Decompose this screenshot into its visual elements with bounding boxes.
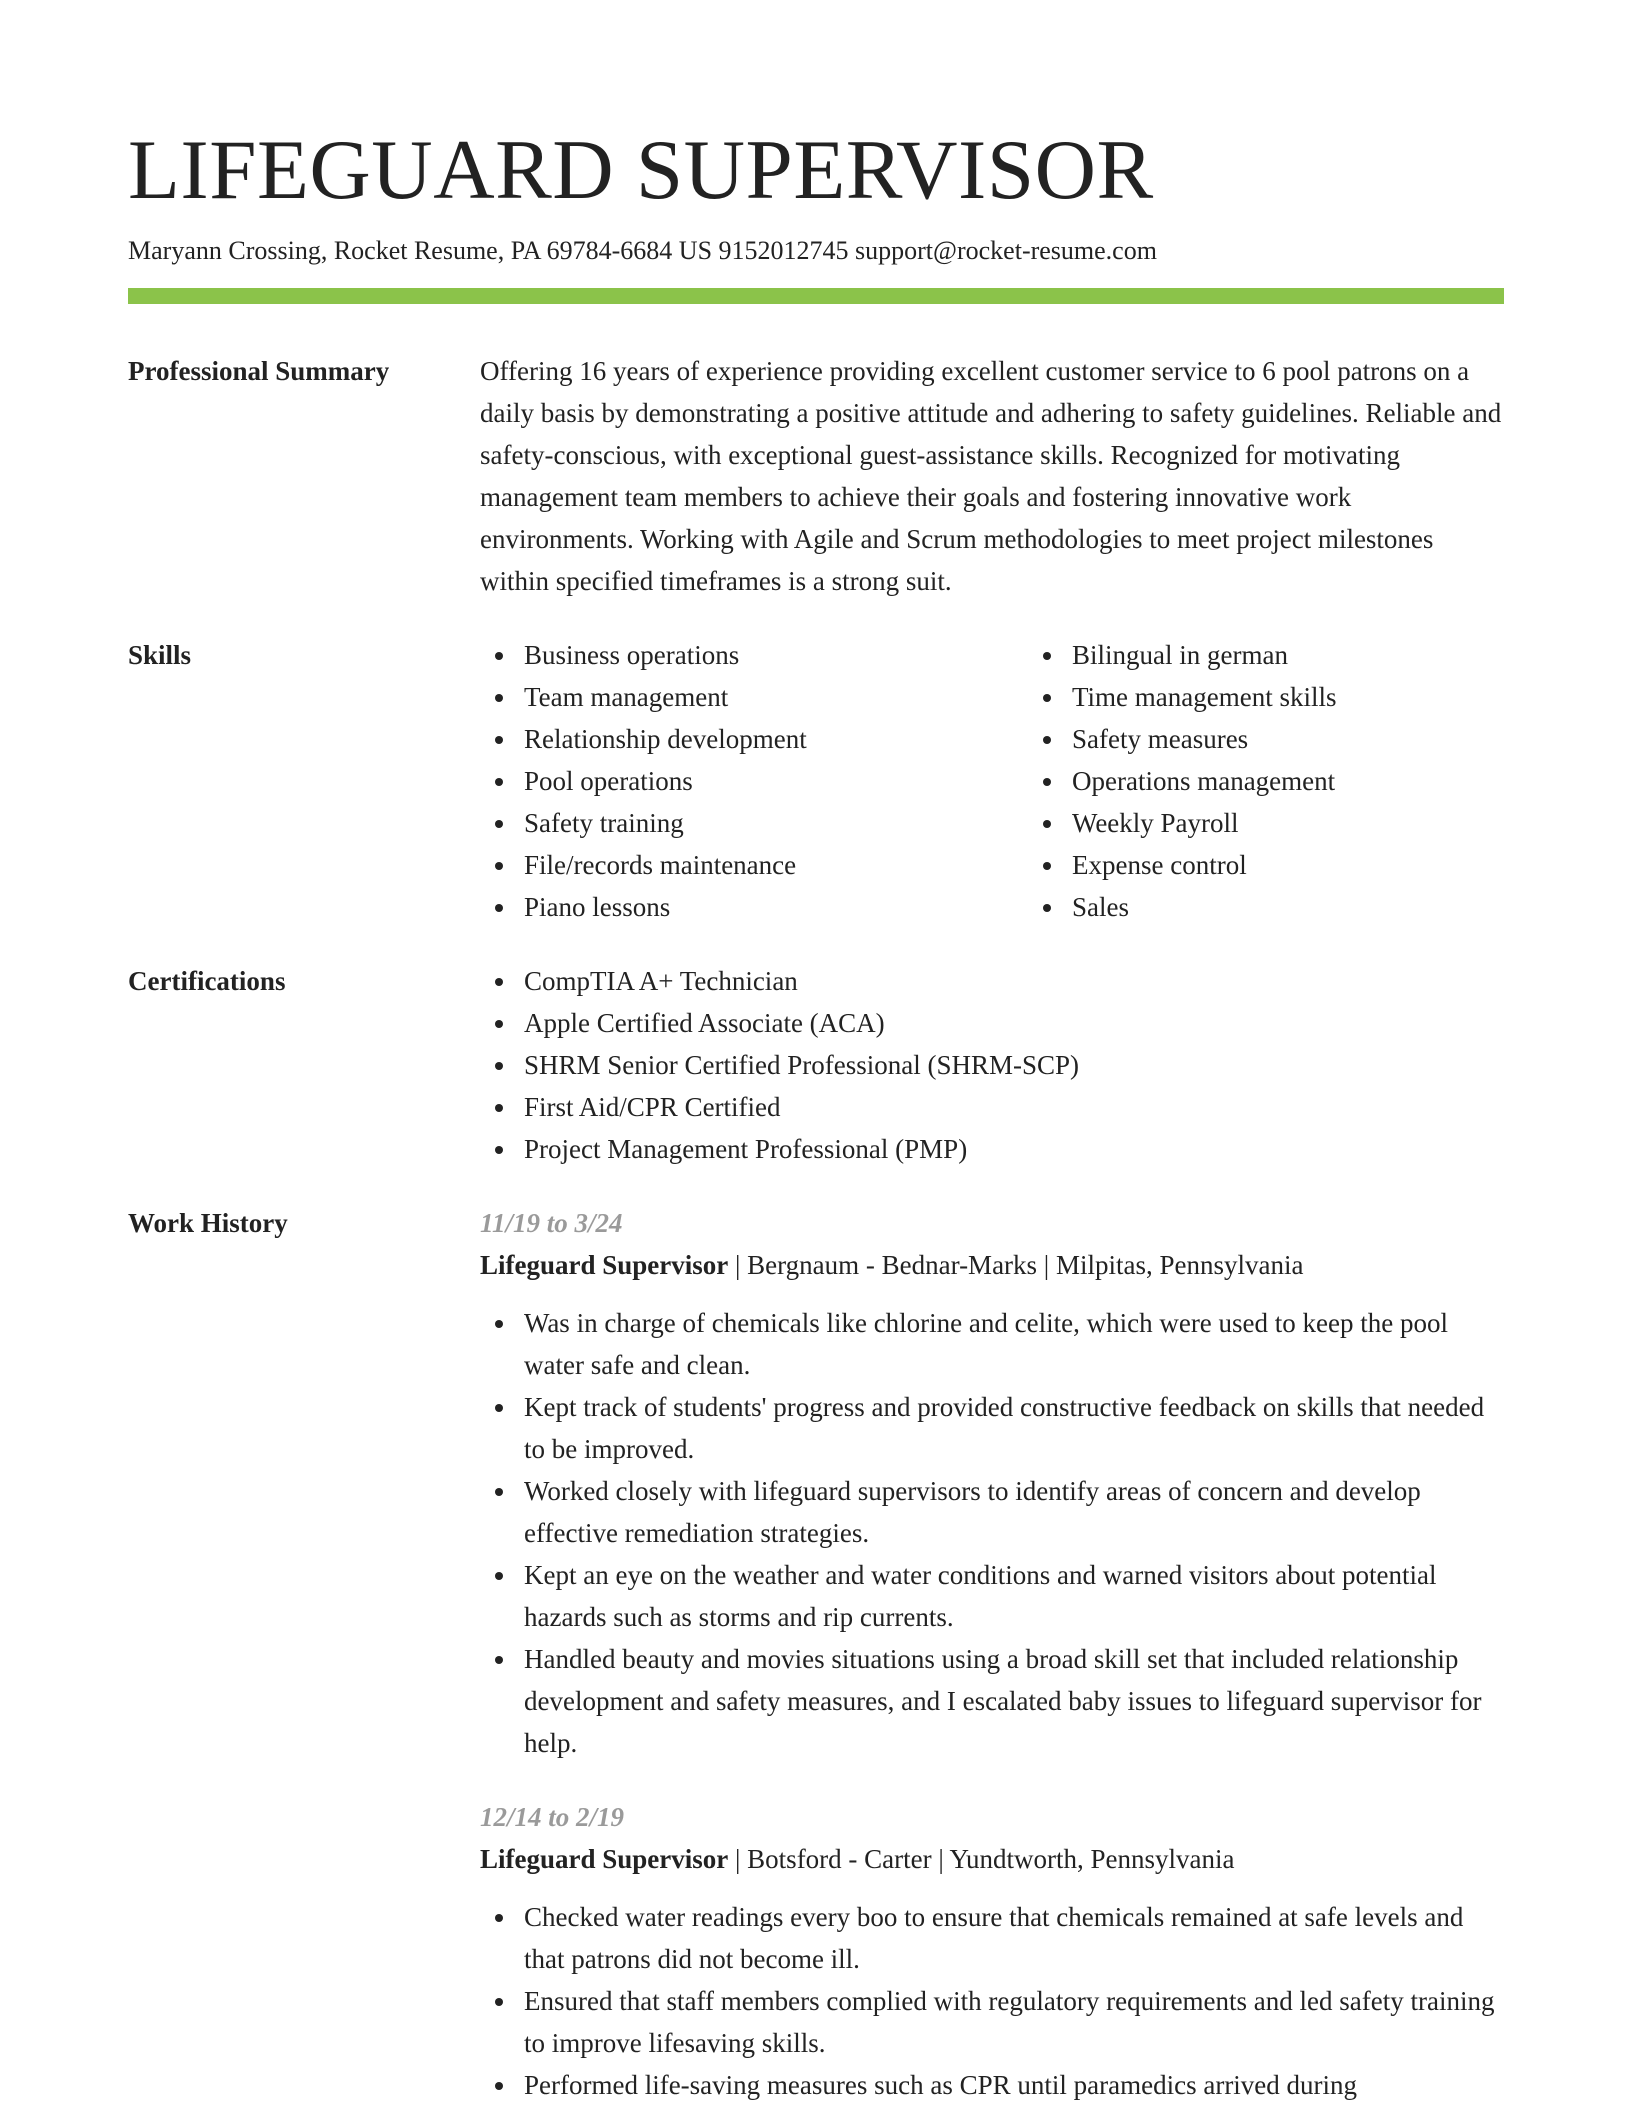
skill-item: Business operations: [524, 634, 1028, 676]
skill-item: Sales: [1072, 886, 1576, 928]
section-label: Professional Summary: [128, 356, 390, 386]
job-bullet: Kept an eye on the weather and water conditions and warned visitors about potential hazards such as storms and rip currents.: [524, 1554, 1504, 1638]
section-label: Skills: [128, 640, 192, 670]
skill-item: Pool operations: [524, 760, 1028, 802]
job-entry: [480, 1202, 1504, 1764]
skills-list-right: [1028, 634, 1576, 928]
job-bullets: [480, 1302, 1504, 1764]
section-skills: [128, 634, 1504, 928]
job-bullet: Handled beauty and movies situations using a broad skill set that included relationship development and safety measures, and I escalated baby issues to lifeguard supervisor for help.: [524, 1638, 1504, 1764]
resume-title: LIFEGUARD SUPERVISOR: [128, 123, 1154, 217]
skills-columns: [480, 634, 1504, 928]
certification-item: Project Management Professional (PMP): [524, 1128, 1504, 1170]
job-bullet: Worked closely with lifeguard supervisors to identify areas of concern and develop effective remediation strategies.: [524, 1470, 1504, 1554]
job-bullet: Performed life-saving measures such as CPR until paramedics arrived during: [524, 2064, 1504, 2106]
skill-item: Time management skills: [1072, 676, 1576, 718]
skill-item: File/records maintenance: [524, 844, 1028, 886]
certification-item: Apple Certified Associate (ACA): [524, 1002, 1504, 1044]
job-bullet: Was in charge of chemicals like chlorine and celite, which were used to keep the pool water safe and clean.: [524, 1302, 1504, 1386]
section-body: [480, 960, 1504, 1170]
skill-item: Bilingual in german: [1072, 634, 1576, 676]
resume-page: [128, 120, 1504, 2106]
job-bullets: [480, 1896, 1504, 2106]
job-employer-location: | Bergnaum - Bednar-Marks | Milpitas, Pennsylvania: [728, 1250, 1304, 1280]
section-professional-summary: [128, 350, 1504, 602]
certifications-list: [480, 960, 1504, 1170]
section-body: [480, 634, 1504, 928]
job-date: 11/19 to 3/24: [480, 1208, 623, 1238]
section-label: Certifications: [128, 966, 286, 996]
job-bullet: Kept track of students' progress and provided constructive feedback on skills that needed to be improved.: [524, 1386, 1504, 1470]
job-entry: [480, 1796, 1504, 2106]
accent-divider: [128, 288, 1504, 304]
skills-list-left: [480, 634, 1028, 928]
section-body: [480, 350, 1504, 602]
skill-item: Operations management: [1072, 760, 1576, 802]
job-title: Lifeguard Supervisor: [480, 1250, 729, 1280]
skill-item: Piano lessons: [524, 886, 1028, 928]
job-employer-location: | Botsford - Carter | Yundtworth, Pennsylvania: [728, 1844, 1235, 1874]
contact-line: Maryann Crossing, Rocket Resume, PA 69784-6684 US 9152012745 support@rocket-resume.com: [128, 236, 1157, 265]
section-label: Work History: [128, 1208, 288, 1238]
job-heading: [480, 1838, 1504, 1880]
job-date: 12/14 to 2/19: [480, 1802, 625, 1832]
section-body: [480, 1202, 1504, 2106]
summary-text: Offering 16 years of experience providing excellent customer service to 6 pool patrons on a daily basis by demonstrating a positive attitude and adhering to safety guidelines. Reliable and safety-conscious, with exceptional guest-assistance skills. Recognized for motivating management team members to achieve their goals and fostering innovative work environments. Working with Agile and Scrum methodologies to meet project milestones within specified timeframes is a strong suit.: [480, 356, 1502, 596]
skill-item: Safety measures: [1072, 718, 1576, 760]
job-title: Lifeguard Supervisor: [480, 1844, 729, 1874]
skill-item: Weekly Payroll: [1072, 802, 1576, 844]
section-work-history: [128, 1202, 1504, 2106]
skill-item: Expense control: [1072, 844, 1576, 886]
certification-item: CompTIA A+ Technician: [524, 960, 1504, 1002]
skill-item: Relationship development: [524, 718, 1028, 760]
skill-item: Team management: [524, 676, 1028, 718]
job-bullet: Checked water readings every boo to ensure that chemicals remained at safe levels and that patrons did not become ill.: [524, 1896, 1504, 1980]
section-certifications: [128, 960, 1504, 1170]
certification-item: SHRM Senior Certified Professional (SHRM-SCP): [524, 1044, 1504, 1086]
job-heading: [480, 1244, 1504, 1286]
certification-item: First Aid/CPR Certified: [524, 1086, 1504, 1128]
job-bullet: Ensured that staff members complied with regulatory requirements and led safety training to improve lifesaving skills.: [524, 1980, 1504, 2064]
skill-item: Safety training: [524, 802, 1028, 844]
